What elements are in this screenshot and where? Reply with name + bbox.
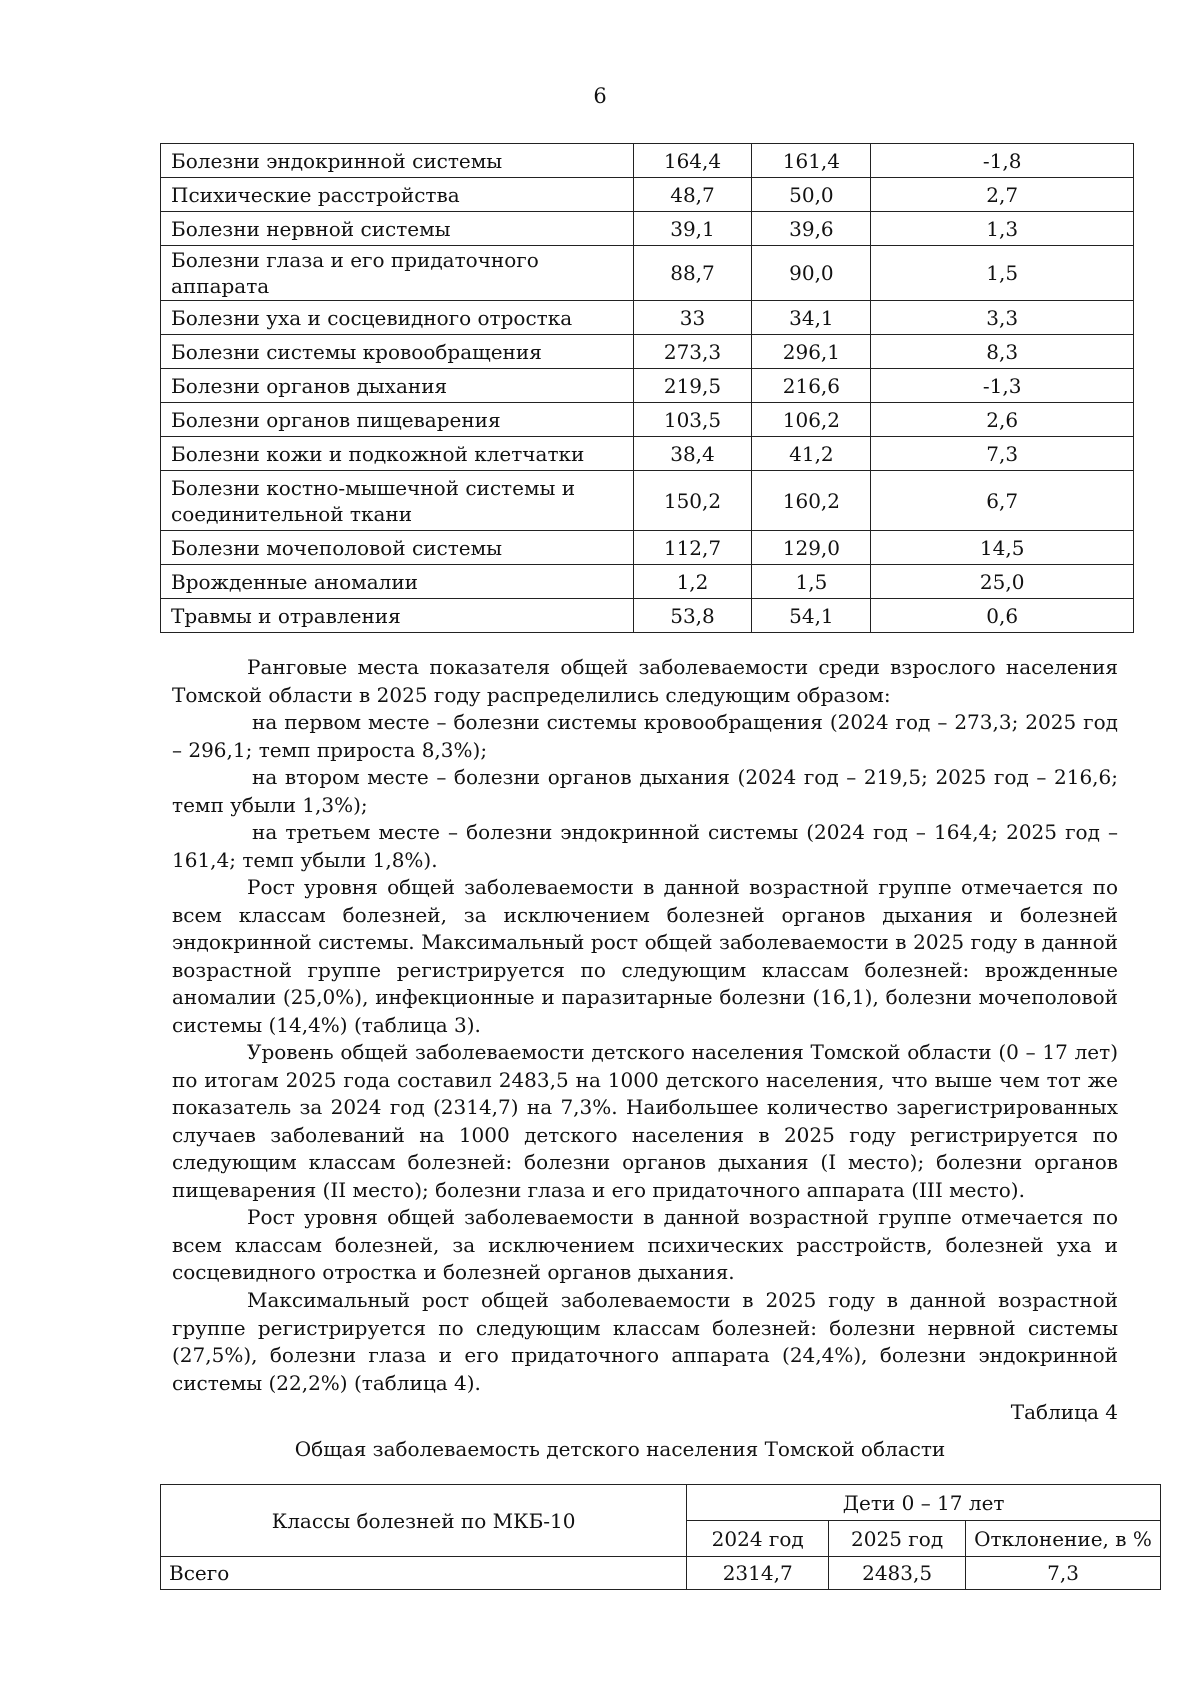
value-2024-cell: 273,3	[633, 335, 752, 369]
disease-class-cell: Болезни костно-мышечной системы и соединительной ткани	[161, 471, 634, 531]
value-2024-cell: 1,2	[633, 565, 752, 599]
value-2025-cell: 160,2	[752, 471, 871, 531]
page-number: 6	[593, 84, 607, 108]
value-2024-cell: 219,5	[633, 369, 752, 403]
value-2025-cell: 1,5	[752, 565, 871, 599]
deviation-cell: -1,8	[871, 144, 1134, 178]
disease-class-cell: Болезни системы кровообращения	[161, 335, 634, 369]
header-year-2024: 2024 год	[687, 1521, 829, 1557]
header-year-2025: 2025 год	[829, 1521, 966, 1557]
paragraph-rank-intro: Ранговые места показателя общей заболеваемости среди взрослого населения Томской области в 2025 году распределились следующим образом:	[172, 655, 1118, 707]
value-2024-cell: 88,7	[633, 246, 752, 301]
disease-class-cell: Болезни глаза и его придаточного аппарата	[161, 246, 634, 301]
deviation-cell: 25,0	[871, 565, 1134, 599]
deviation-cell: -1,3	[871, 369, 1134, 403]
table-row	[161, 369, 1134, 403]
table-row	[161, 212, 1134, 246]
disease-class-cell: Травмы и отравления	[161, 599, 634, 633]
deviation-cell: 3,3	[871, 301, 1134, 335]
table-4-label: Таблица 4	[1010, 1400, 1118, 1424]
header-deviation: Отклонение, в %	[966, 1521, 1161, 1557]
value-2024-cell: 39,1	[633, 212, 752, 246]
row-total-2025: 2483,5	[829, 1557, 966, 1590]
row-total-name: Всего	[161, 1557, 687, 1590]
value-2025-cell: 216,6	[752, 369, 871, 403]
disease-class-cell: Болезни органов дыхания	[161, 369, 634, 403]
table-row	[161, 437, 1134, 471]
table-row	[161, 301, 1134, 335]
deviation-cell: 7,3	[871, 437, 1134, 471]
disease-class-cell: Болезни эндокринной системы	[161, 144, 634, 178]
value-2024-cell: 33	[633, 301, 752, 335]
table-row	[161, 531, 1134, 565]
row-total-2024: 2314,7	[687, 1557, 829, 1590]
value-2025-cell: 50,0	[752, 178, 871, 212]
morbidity-table-adults	[160, 143, 1134, 633]
value-2024-cell: 48,7	[633, 178, 752, 212]
morbidity-table-adults-body	[161, 144, 1134, 633]
disease-class-cell: Болезни кожи и подкожной клетчатки	[161, 437, 634, 471]
header-disease-class: Классы болезней по МКБ-10	[161, 1485, 687, 1557]
paragraph-adult-growth: Рост уровня общей заболеваемости в данной возрастной группе отмечается по всем классам болезней, за исключением болезней органов дыхания и болезней эндокринной системы. Максимальный рост общей заболеваемости в 2025 году в данной возрастной группе регистрируется по следующим классам болезней: врожденные аномалии (25,0%), инфекционные и паразитарные болезни (16,1), болезни мочеполовой системы (14,4%) (таблица 3).	[172, 875, 1118, 1037]
deviation-cell: 8,3	[871, 335, 1134, 369]
paragraph-rank-second: на втором месте – болезни органов дыхания (2024 год – 219,5; 2025 год – 216,6; темп убыли 1,3%);	[172, 765, 1118, 817]
disease-class-cell: Болезни органов пищеварения	[161, 403, 634, 437]
value-2025-cell: 41,2	[752, 437, 871, 471]
table-row	[161, 565, 1134, 599]
paragraph-child-max-growth: Максимальный рост общей заболеваемости в 2025 году в данной возрастной группе регистрируется по следующим классам болезней: болезни нервной системы (27,5%), болезни глаза и его придаточного аппарата (24,4%), болезни эндокринной системы (22,2%) (таблица 4).	[172, 1288, 1118, 1395]
value-2024-cell: 103,5	[633, 403, 752, 437]
header-age-group: Дети 0 – 17 лет	[687, 1485, 1161, 1521]
value-2024-cell: 38,4	[633, 437, 752, 471]
deviation-cell: 2,6	[871, 403, 1134, 437]
deviation-cell: 6,7	[871, 471, 1134, 531]
deviation-cell: 0,6	[871, 599, 1134, 633]
deviation-cell: 1,5	[871, 246, 1134, 301]
disease-class-cell: Психические расстройства	[161, 178, 634, 212]
paragraph-child-growth: Рост уровня общей заболеваемости в данной возрастной группе отмечается по всем классам болезней, за исключением психических расстройств, болезней уха и сосцевидного отростка и болезней органов дыхания.	[172, 1205, 1118, 1284]
value-2025-cell: 106,2	[752, 403, 871, 437]
table-row	[161, 178, 1134, 212]
disease-class-cell: Болезни уха и сосцевидного отростка	[161, 301, 634, 335]
value-2024-cell: 112,7	[633, 531, 752, 565]
table-row	[161, 335, 1134, 369]
disease-class-cell: Болезни мочеполовой системы	[161, 531, 634, 565]
morbidity-table-children	[160, 1484, 1161, 1590]
value-2024-cell: 53,8	[633, 599, 752, 633]
value-2025-cell: 90,0	[752, 246, 871, 301]
deviation-cell: 2,7	[871, 178, 1134, 212]
value-2025-cell: 296,1	[752, 335, 871, 369]
row-total-deviation: 7,3	[966, 1557, 1161, 1590]
table-4-title: Общая заболеваемость детского населения Томской области	[294, 1437, 946, 1461]
paragraph-child-level: Уровень общей заболеваемости детского населения Томской области (0 – 17 лет) по итогам 2025 года составил 2483,5 на 1000 детского населения, что выше чем тот же показатель за 2024 год (2314,7) на 7,3%. Наибольшее количество зарегистрированных случаев заболеваний на 1000 детского населения в 2025 году регистрируется по следующим классам болезней: болезни органов дыхания (I место); болезни органов пищеварения (II место); болезни глаза и его придаточного аппарата (III место).	[172, 1040, 1118, 1202]
table-row	[161, 471, 1134, 531]
value-2024-cell: 150,2	[633, 471, 752, 531]
value-2025-cell: 129,0	[752, 531, 871, 565]
value-2025-cell: 39,6	[752, 212, 871, 246]
table-row	[161, 1557, 1161, 1590]
table-row	[161, 144, 1134, 178]
value-2024-cell: 164,4	[633, 144, 752, 178]
deviation-cell: 14,5	[871, 531, 1134, 565]
value-2025-cell: 54,1	[752, 599, 871, 633]
value-2025-cell: 34,1	[752, 301, 871, 335]
table-row	[161, 599, 1134, 633]
paragraph-rank-first: на первом месте – болезни системы кровообращения (2024 год – 273,3; 2025 год – 296,1; темп прироста 8,3%);	[172, 710, 1118, 762]
value-2025-cell: 161,4	[752, 144, 871, 178]
table-row	[161, 403, 1134, 437]
disease-class-cell: Болезни нервной системы	[161, 212, 634, 246]
table-row	[161, 246, 1134, 301]
deviation-cell: 1,3	[871, 212, 1134, 246]
paragraph-rank-third: на третьем месте – болезни эндокринной системы (2024 год – 164,4; 2025 год – 161,4; темп убыли 1,8%).	[172, 820, 1118, 872]
disease-class-cell: Врожденные аномалии	[161, 565, 634, 599]
